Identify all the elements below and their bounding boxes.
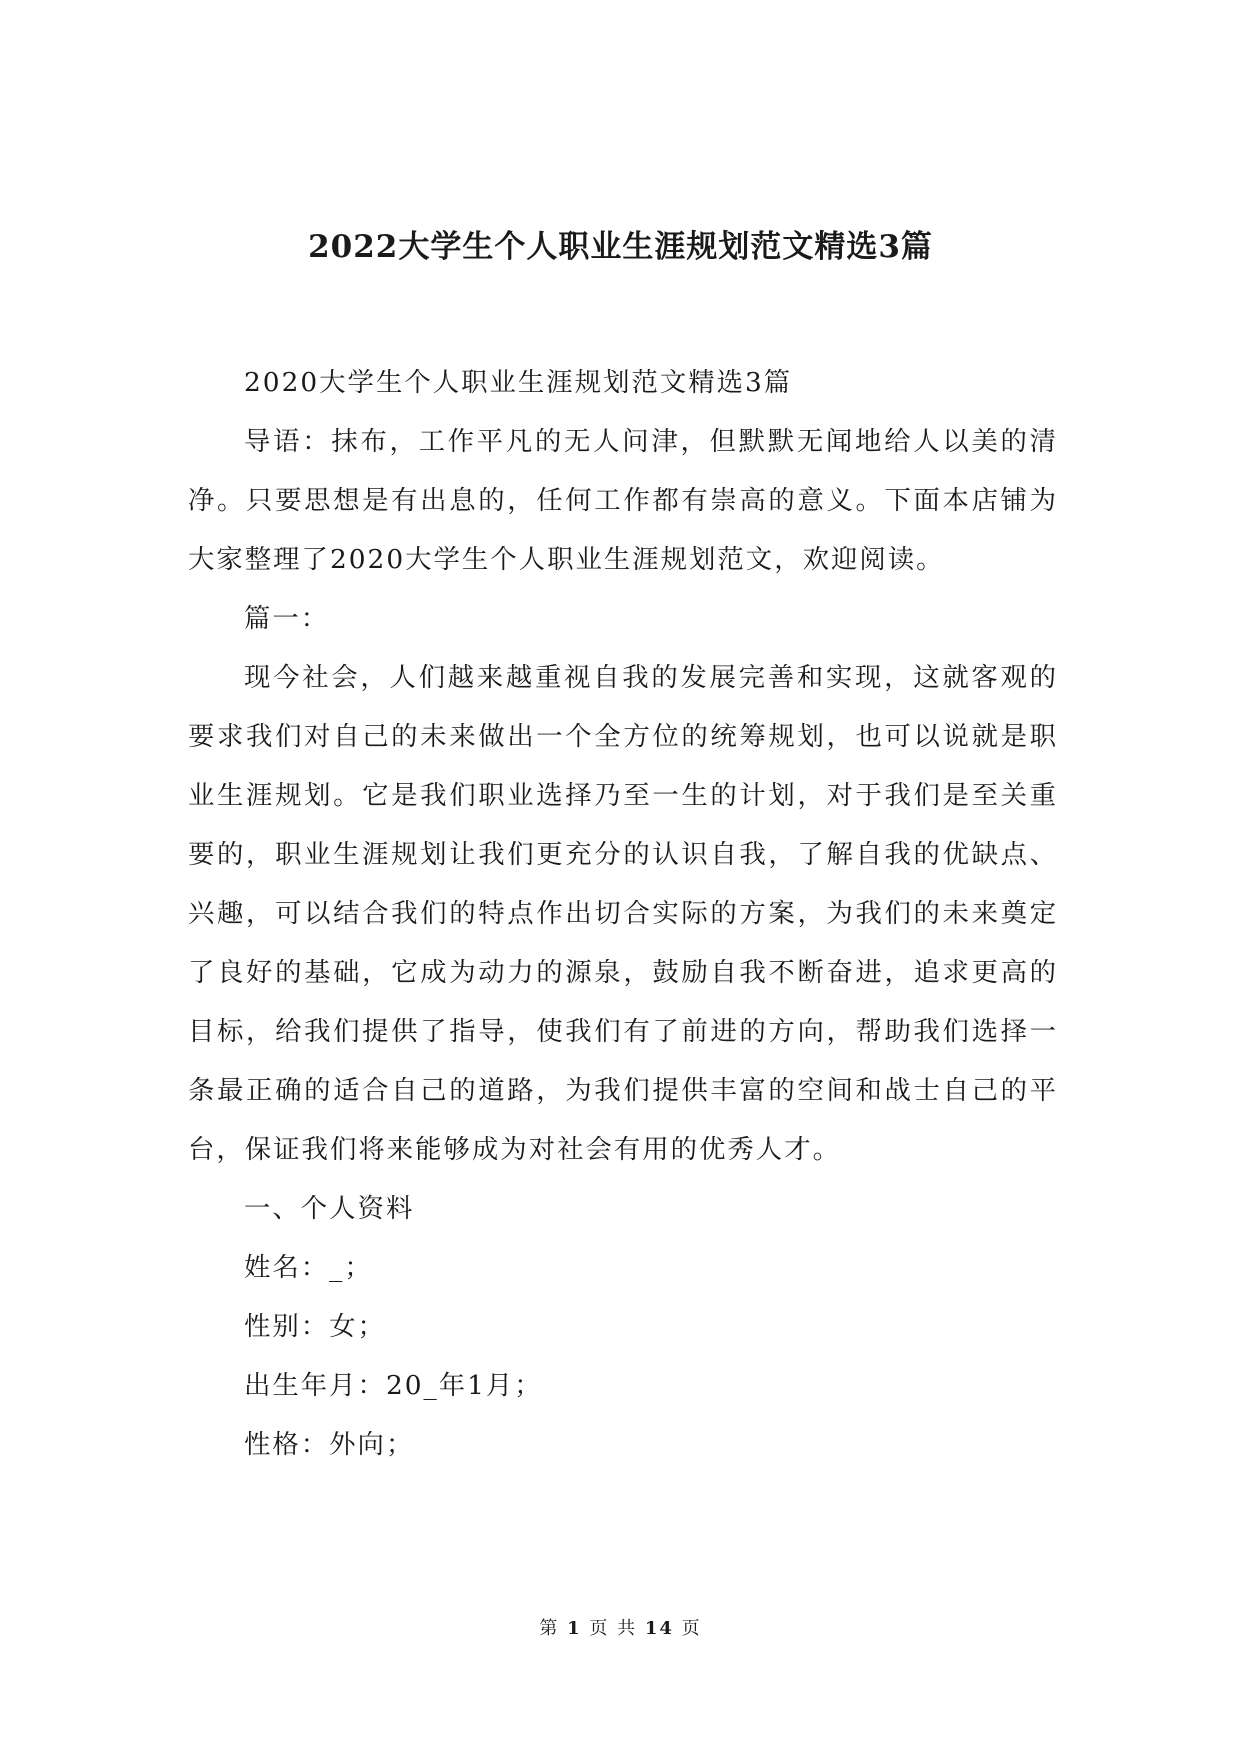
paragraph-section-one: 篇一：	[244, 603, 330, 634]
footer-total-pages: 14	[644, 1618, 674, 1639]
document-body	[188, 353, 1058, 1474]
info-gender: 性别：女；	[244, 1311, 386, 1342]
info-name: 姓名：_；	[244, 1252, 373, 1283]
paragraph-main: 现今社会，人们越来越重视自我的发展完善和实现，这就客观的要求我们对自己的未来做出一个全方位的统筹规划，也可以说就是职业生涯规划。它是我们职业选择乃至一生的计划，对于我们是至关重要的，职业生涯规划让我们更充分的认识自我，了解自我的优缺点、兴趣，可以结合我们的特点作出切合实际的方案，为我们的未来奠定了良好的基础，它成为动力的源泉，鼓励自我不断奋进，追求更高的目标，给我们提供了指导，使我们有了前进的方向，帮助我们选择一条最正确的适合自己的道路，为我们提供丰富的空间和战士自己的平台，保证我们将来能够成为对社会有用的优秀人才。	[188, 662, 1058, 1165]
footer-prefix: 第	[539, 1618, 560, 1639]
footer-page-number: 1	[567, 1618, 582, 1639]
document-title: 2022大学生个人职业生涯规划范文精选3篇	[308, 229, 933, 265]
paragraph-subtitle: 2020大学生个人职业生涯规划范文精选3篇	[244, 367, 793, 398]
paragraph-intro: 导语：抹布，工作平凡的无人问津，但默默无闻地给人以美的清净。只要思想是有出息的，任何工作都有崇高的意义。下面本店铺为大家整理了2020大学生个人职业生涯规划范文，欢迎阅读。	[188, 426, 1058, 575]
footer-suffix: 页	[681, 1618, 702, 1639]
heading-personal-info: 一、个人资料	[244, 1193, 415, 1224]
info-birth: 出生年月：20_年1月；	[244, 1370, 543, 1401]
info-personality: 性格：外向；	[244, 1429, 415, 1460]
footer-middle: 页 共	[589, 1618, 638, 1639]
page-footer	[0, 1616, 1241, 1642]
